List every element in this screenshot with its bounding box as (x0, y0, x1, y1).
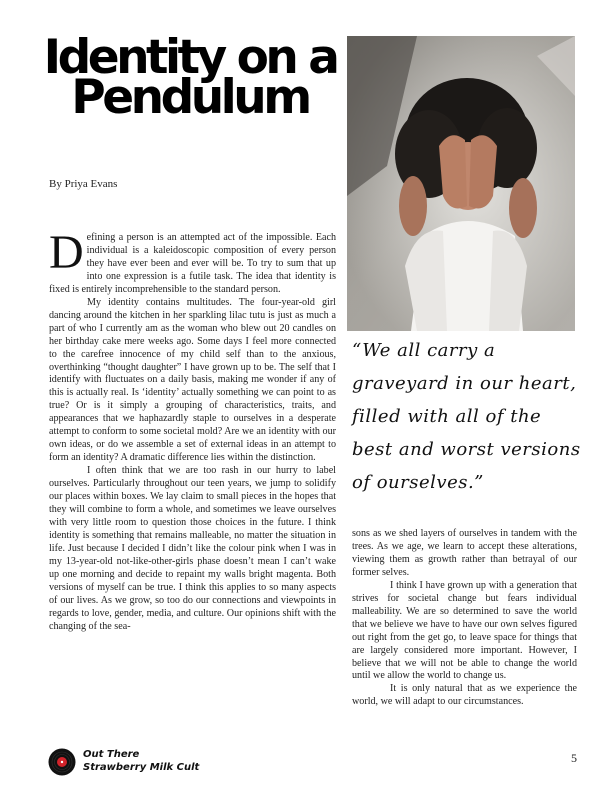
drop-cap: D (49, 226, 84, 279)
footer-brand (83, 748, 199, 774)
body-column-left (49, 226, 336, 634)
paragraph: I think I have grown up with a generation that strives for societal change but fears individual malleability. We are so determined to save the world that we believe we have to have our own selves figured out right from the get go, to leave space for things that are largely considered more important. However, I believe that we will not be able to change the world until we allow the world to change us. (352, 579, 577, 682)
body-column-right (352, 528, 577, 709)
article-photo (347, 36, 575, 331)
page-number: 5 (571, 751, 577, 765)
paragraph: sons as we shed layers of ourselves in tandem with the trees. As we age, we learn to accept these alterations, viewing them as growth rather than betrayal of our former selves. (352, 528, 577, 578)
paragraph: I often think that we are too rash in our hurry to label ourselves. Particularly throughout our teen years, we jump to solidify our places within boxes. We lay claim to small pieces in the hopes that they will combine to form a whole, and sometimes we leave ourselves with very little room to question those choices in the future. I think identity is something that remains malleable, no matter the situation in life. Just because I decided I didn’t like the colour pink when I was in my 13-year-old not-like-other-girls phase doesn’t mean I can’t wake up one morning and decide to repaint my walls bright magenta. Both versions of myself can be true. I think this applies to so many aspects of our lives. As we grow, so too do our connections and viewpoints in regards to love, gender, media, and culture. Our opinions shift with the changing of the sea- (49, 465, 336, 632)
paragraph: It is only natural that as we experience the world, we will adapt to our circumstances. (352, 683, 577, 708)
vinyl-record-icon (48, 748, 76, 776)
footer-brand-line-2: Strawberry Milk Cult (83, 762, 200, 773)
footer-brand-line-1: Out There (83, 749, 140, 760)
article-title: Identity on a Pendulum (43, 30, 337, 125)
byline: By Priya Evans (49, 178, 118, 190)
paragraph: efining a person is an attempted act of the impossible. Each individual is a kaleidoscopic composition of every person they have ever been and ever will be. To try to sum that up into one expression is a futile task. The idea that identity is fixed is entirely incomprehensible to the standard person. (49, 232, 336, 295)
pull-quote: “We all carry a graveyard in our heart, filled with all of the best and worst versions of ourselves.” (352, 340, 581, 493)
paragraph: My identity contains multitudes. The four-year-old girl dancing around the kitchen in her sparkling lilac tutu is just as much a part of who I currently am as the woman who blew out 20 candles on her birthday cake mere weeks ago. Some days I feel more connected to the carefree innocence of my child self than to the anxious, overthinking “thought daughter” I have grown up to be. The self that I identify with fluctuates on a daily basis, making me wonder if any of this is actually real. Is ‘identity’ actually something we can point to as true? Or is it simply a grouping of characteristics, traits, and appearances that we haphazardly staple to ourselves in a desperate attempt to conform to some societal mold? Are we an identity with our own ideas, or do we assemble a set of external ideas in an attempt to form an identity? A dramatic difference lies within the distinction. (49, 296, 336, 464)
